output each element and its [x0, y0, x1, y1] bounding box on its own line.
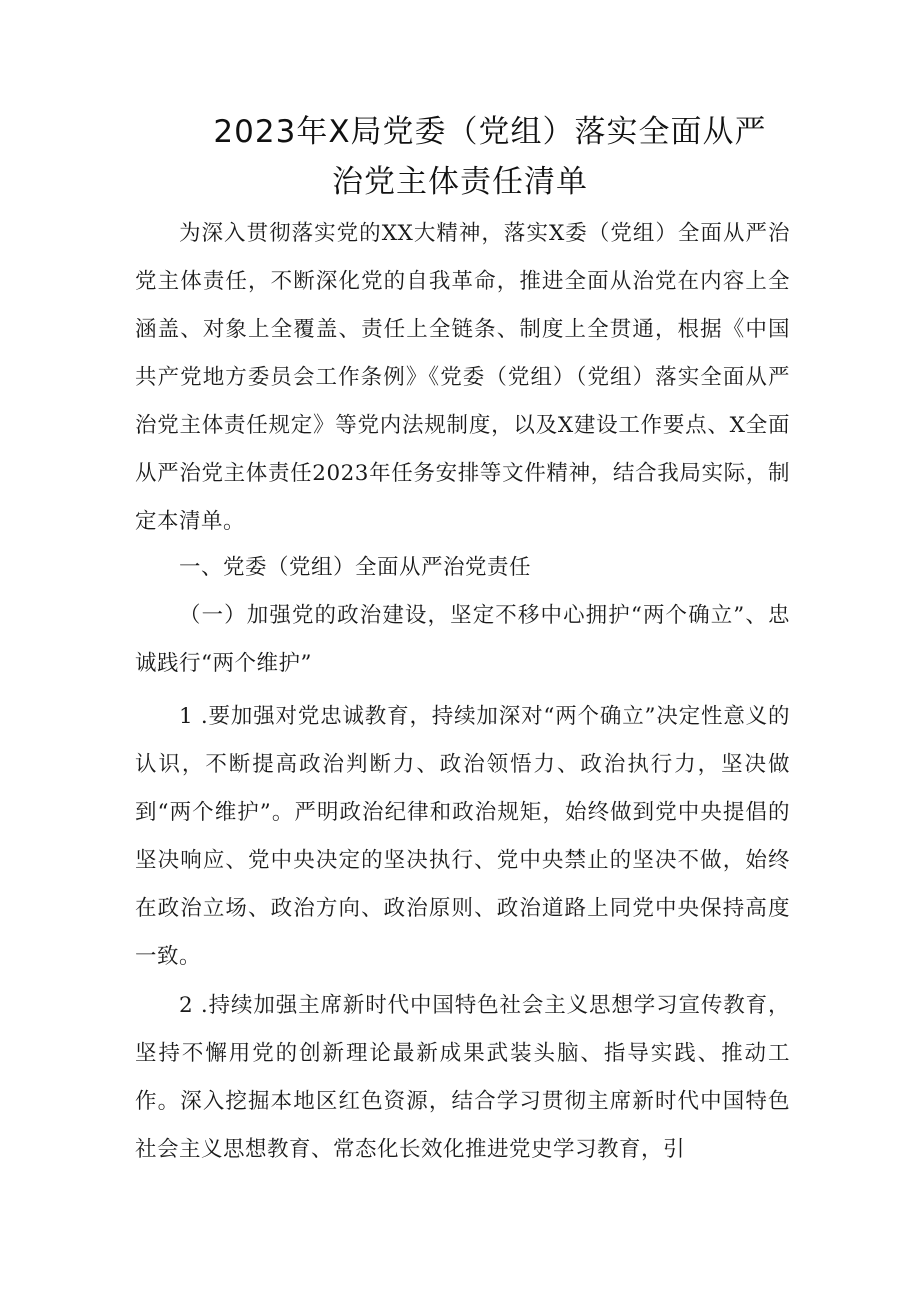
document-title-line-1: 2023年X局党委（党组）落实全面从严: [213, 114, 767, 150]
intro-paragraph-block: [135, 210, 790, 546]
section-heading: 一、党委（党组）全面从严治党责任: [179, 555, 532, 580]
subsection-heading: （一）加强党的政治建设，坚定不移中心拥护“两个确立”、忠诚践行“两个维护”: [135, 603, 790, 676]
intro-paragraph: 为深入贯彻落实党的XX大精神，落实X委（党组）全面从严治党主体责任，不断深化党的自我革命，推进全面从治党在内容上全涵盖、对象上全覆盖、责任上全链条、制度上全贯通，根据《中国共产党地方委员会工作条例》《党委（党组）（党组）落实全面从严治党主体责任规定》等党内法规制度，以及X建设工作要点、X全面从严治党主体责任2023年任务安排等文件精神，结合我局实际，制定本清单。: [135, 221, 790, 534]
document-title-line-2: 治党主体责任清单: [332, 164, 588, 200]
section-heading-block: [135, 544, 790, 592]
item-2-block: [135, 982, 790, 1174]
item-1-block: [135, 693, 790, 981]
item-2-paragraph: 2 .持续加强主席新时代中国特色社会主义思想学习宣传教育，坚持不懈用党的创新理论最新成果武装头脑、指导实践、推动工作。深入挖掘本地区红色资源，结合学习贯彻主席新时代中国特色社会主义思想教育、常态化长效化推进党史学习教育，引: [135, 993, 790, 1162]
item-1-paragraph: 1 .要加强对党忠诚教育，持续加深对“两个确立”决定性意义的认识，不断提高政治判断力、政治领悟力、政治执行力，坚决做到“两个维护”。严明政治纪律和政治规矩，始终做到党中央提倡的坚决响应、党中央决定的坚决执行、党中央禁止的坚决不做，始终在政治立场、政治方向、政治原则、政治道路上同党中央保持高度一致。: [135, 704, 790, 969]
subsection-heading-block: [135, 592, 790, 688]
